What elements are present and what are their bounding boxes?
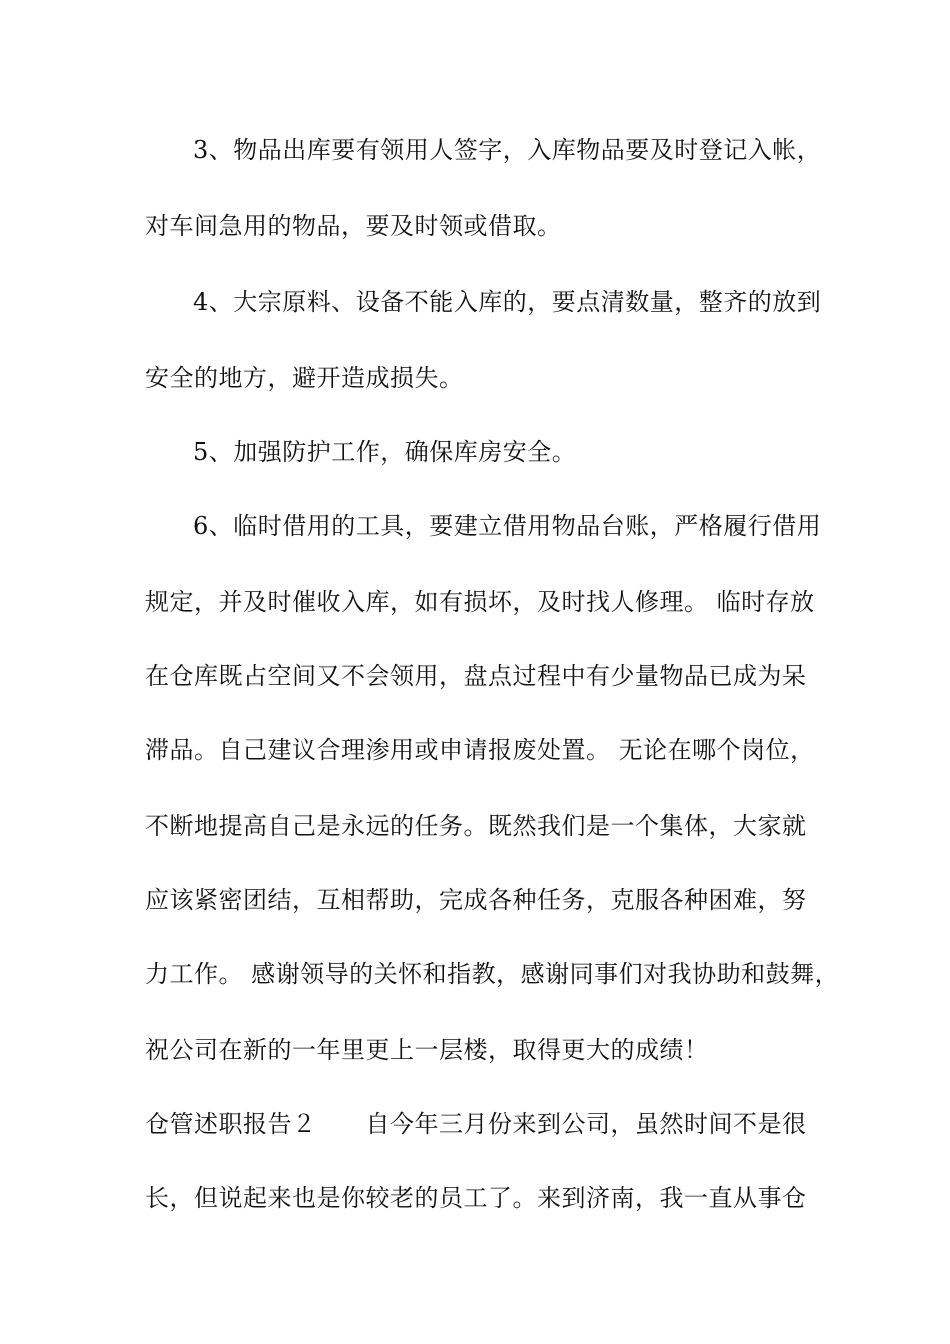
text-line: 应该紧密团结，互相帮助，完成各种任务，克服各种困难，努 xyxy=(145,886,807,914)
text-line: 力工作。 感谢领导的关怀和指教，感谢同事们对我协助和鼓舞， xyxy=(145,960,840,988)
text-line: 在仓库既占空间又不会领用，盘点过程中有少量物品已成为呆 xyxy=(145,662,807,690)
text-line: 4、大宗原料、设备不能入库的，要点清数量，整齐的放到 xyxy=(193,288,822,316)
text-line: 安全的地方，避开造成损失。 xyxy=(145,364,464,392)
text-line: 祝公司在新的一年里更上一层楼，取得更大的成绩！ xyxy=(145,1036,709,1064)
text-line: 5、加强防护工作，确保库房安全。 xyxy=(193,438,577,466)
text-line: 长，但说起来也是你较老的员工了。来到济南，我一直从事仓 xyxy=(145,1184,807,1212)
text-line: 3、物品出库要有领用人签字，入库物品要及时登记入帐， xyxy=(193,136,822,164)
text-line: 规定，并及时催收入库，如有损坏，及时找人修理。 临时存放 xyxy=(145,588,815,616)
text-line: 6、临时借用的工具，要建立借用物品台账，严格履行借用 xyxy=(193,512,822,540)
text-line: 滞品。自己建议合理渗用或申请报废处置。 无论在哪个岗位， xyxy=(145,736,815,764)
text-line: 不断地提高自己是永远的任务。既然我们是一个集体，大家就 xyxy=(145,812,807,840)
text-line: 对车间急用的物品，要及时领或借取。 xyxy=(145,212,562,240)
section-heading-line: 仓管述职报告２ 自今年三月份来到公司，虽然时间不是很 xyxy=(145,1110,807,1138)
